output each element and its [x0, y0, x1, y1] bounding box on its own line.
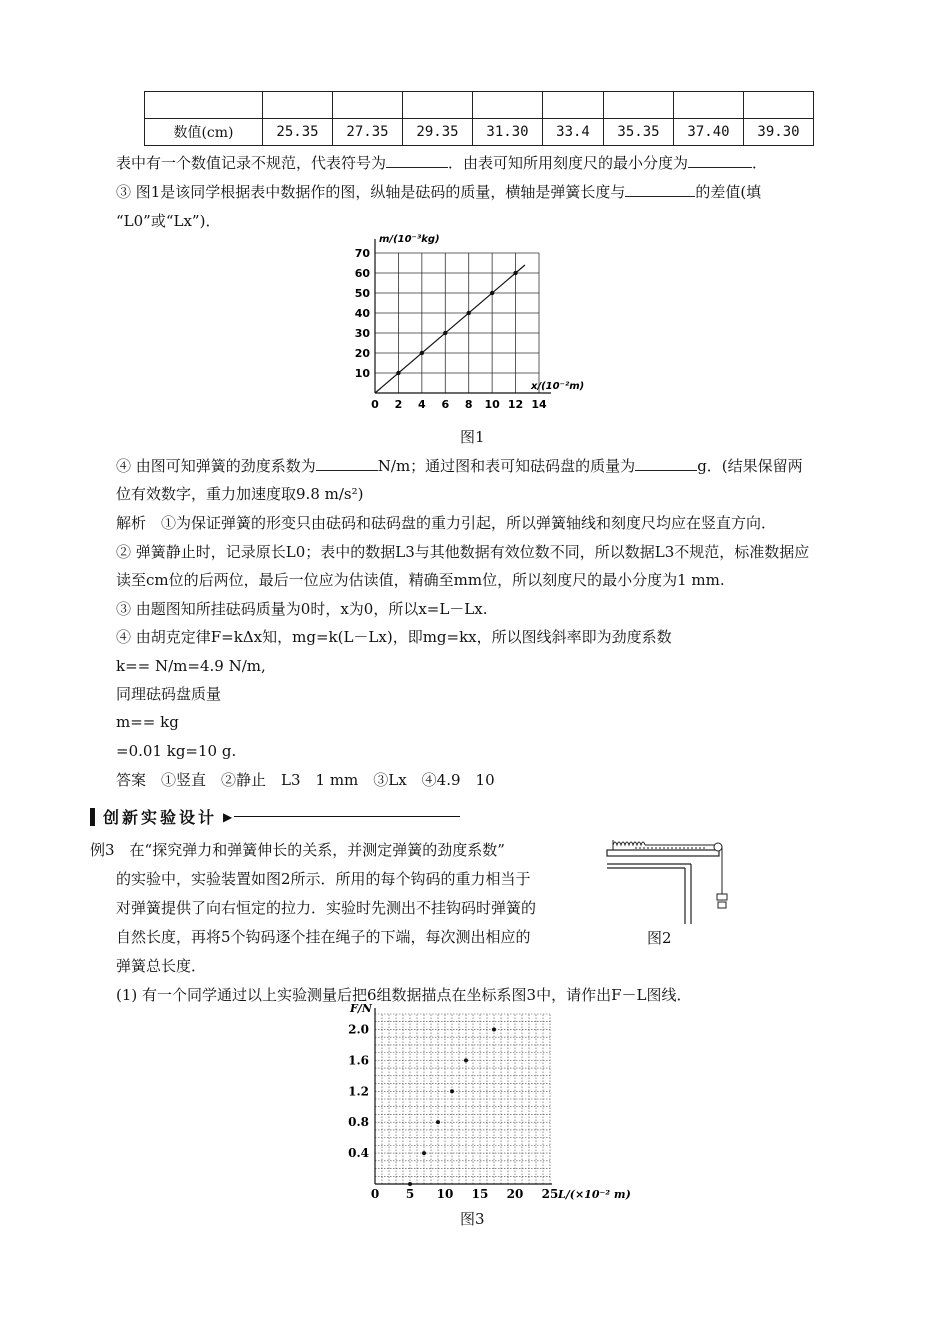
figure-1-caption: 图1 — [460, 428, 485, 446]
y-tick-label: 60 — [354, 267, 370, 280]
x-tick-label: 2 — [394, 398, 403, 411]
y-tick-label: 20 — [354, 347, 370, 360]
cell-value: 39.30 — [744, 119, 814, 146]
y-tick-label: 0.4 — [348, 1146, 369, 1161]
y-tick-label: 70 — [354, 247, 370, 260]
data-point — [408, 1182, 412, 1186]
hook-weight-icon — [717, 894, 727, 908]
question-4-line-2: 位有效数字，重力加速度取9.8 m/s²) — [116, 485, 364, 503]
solution-line: k== N/m=4.9 N/m, — [116, 657, 266, 675]
figure-1-chart — [330, 228, 600, 418]
y-tick-label: 2.0 — [348, 1022, 369, 1037]
figure-3-caption: 图3 — [460, 1210, 485, 1228]
table-surface — [607, 850, 719, 924]
answer-blank — [316, 456, 378, 471]
example-3-line: 弹簧总长度． — [116, 957, 207, 975]
question-4-line: ④ 由图可知弹簧的劲度系数为 N/m；通过图和表可知砝码盘的质量为 g．(结果保留两 — [116, 457, 803, 475]
x-tick-label: 6 — [441, 398, 450, 411]
triangle-right-icon: ▶ — [223, 809, 233, 824]
x-tick-label: 0 — [371, 398, 379, 411]
table-row-empty — [145, 92, 814, 119]
cell-value: 37.40 — [674, 119, 744, 146]
data-point — [436, 1120, 440, 1124]
solution-line: ④ 由胡克定律F=kΔx知，mg=k(L－Lx)，即mg=kx，所以图线斜率即为劲度系数 — [116, 628, 672, 646]
figure-2-apparatus — [605, 836, 735, 926]
y-axis-label: m/(10⁻³kg) — [379, 234, 440, 245]
y-tick-label: 50 — [354, 287, 370, 300]
section-title: 创新实验设计 — [103, 808, 218, 827]
figure-2-caption: 图2 — [647, 929, 672, 947]
x-tick-label: 5 — [405, 1187, 415, 1201]
data-point — [396, 371, 400, 375]
data-point — [420, 351, 424, 355]
y-tick-label: 1.2 — [348, 1084, 369, 1099]
x-tick-label: 25 — [541, 1187, 559, 1201]
example-3-question-1: (1) 有一个同学通过以上实验测量后把6组数据描点在坐标系图3中，请作出F－L图线． — [116, 986, 692, 1004]
section-rule — [234, 816, 460, 817]
data-point — [443, 331, 447, 335]
cell-value: 27.35 — [333, 119, 403, 146]
data-point — [450, 1089, 454, 1093]
x-tick-label: 8 — [464, 398, 473, 411]
spring-icon — [613, 840, 715, 850]
section-bar-icon — [90, 808, 95, 826]
x-tick-label: 14 — [531, 398, 547, 411]
y-tick-label: 1.6 — [348, 1053, 369, 1068]
x-tick-label: 0 — [370, 1187, 380, 1201]
answer-line: 答案 ①竖直 ②静止 L3 1 mm ③Lx ④4.9 10 — [116, 771, 495, 789]
cell-value: 35.35 — [604, 119, 674, 146]
cell-value: 33.4 — [543, 119, 604, 146]
x-tick-label: 10 — [484, 398, 500, 411]
x-axis-label: x/(10⁻²m) — [531, 381, 585, 392]
pulley-icon — [714, 843, 722, 851]
solution-line: 读至cm位的后两位，最后一位应为估读值，精确至mm位，所以刻度尺的最小分度为1 mm. — [116, 571, 725, 589]
answer-blank — [635, 456, 697, 471]
x-tick-label: 10 — [436, 1187, 454, 1201]
figure-3-chart — [330, 1002, 631, 1201]
solution-line: 解析 ①为保证弹簧的形变只由砝码和砝码盘的重力引起，所以弹簧轴线和刻度尺均应在竖直方向． — [116, 514, 777, 532]
solution-line: m== kg — [116, 713, 179, 731]
solution-line: 同理砝码盘质量 — [116, 685, 222, 703]
data-point — [464, 1058, 468, 1062]
x-axis-label: L/(×10⁻² m) — [558, 1188, 631, 1201]
cell-value: 25.35 — [263, 119, 333, 146]
y-tick-label: 40 — [354, 307, 370, 320]
cell-value: 31.30 — [473, 119, 543, 146]
cell-value: 29.35 — [403, 119, 473, 146]
x-tick-label: 12 — [507, 398, 524, 411]
solution-line: ③ 由题图知所挂砝码质量为0时，x为0，所以x=L－Lx. — [116, 600, 488, 618]
data-table — [144, 91, 814, 146]
data-point — [467, 311, 471, 315]
x-tick-label: 4 — [418, 398, 426, 411]
question-3-line: ③ 图1是该同学根据表中数据作的图，纵轴是砝码的质量，横轴是弹簧长度与 的差值(填 — [116, 183, 762, 201]
example-3-line: 自然长度，再将5个钩码逐个挂在绳子的下端，每次测出相应的 — [116, 928, 531, 946]
data-point — [422, 1151, 426, 1155]
example-3-line: 对弹簧提供了向右恒定的拉力．实验时先测出不挂钩码时弹簧的 — [116, 899, 537, 917]
y-tick-label: 0.8 — [348, 1115, 369, 1130]
row-label: 数值(cm) — [145, 119, 263, 146]
question-3-line-2: “L0”或“Lx”)． — [116, 212, 221, 230]
solution-line: ② 弹簧静止时，记录原长L0；表中的数据L3与其他数据有效位数不同，所以数据L3不规范，标准数据应 — [116, 543, 810, 561]
data-point — [513, 271, 517, 275]
table-row-values — [145, 119, 814, 146]
section-header — [90, 805, 460, 828]
solution-line: =0.01 kg=10 g. — [116, 742, 237, 760]
y-tick-label: 10 — [354, 367, 370, 380]
y-tick-label: 30 — [354, 327, 370, 340]
y-axis-label: F/N — [350, 1002, 372, 1015]
x-tick-label: 20 — [506, 1187, 524, 1201]
question-2-line: 表中有一个数值记录不规范，代表符号为 ．由表可知所用刻度尺的最小分度为 ． — [116, 154, 768, 172]
data-point — [490, 291, 494, 295]
x-tick-label: 15 — [471, 1187, 489, 1201]
answer-blank — [386, 153, 448, 168]
data-point — [492, 1027, 496, 1031]
answer-blank — [688, 153, 752, 168]
example-3-line: 例3 在“探究弹力和弹簧伸长的关系，并测定弹簧的劲度系数” — [90, 841, 505, 859]
answer-blank — [625, 182, 695, 197]
example-3-line: 的实验中，实验装置如图2所示．所用的每个钩码的重力相当于 — [116, 870, 531, 888]
